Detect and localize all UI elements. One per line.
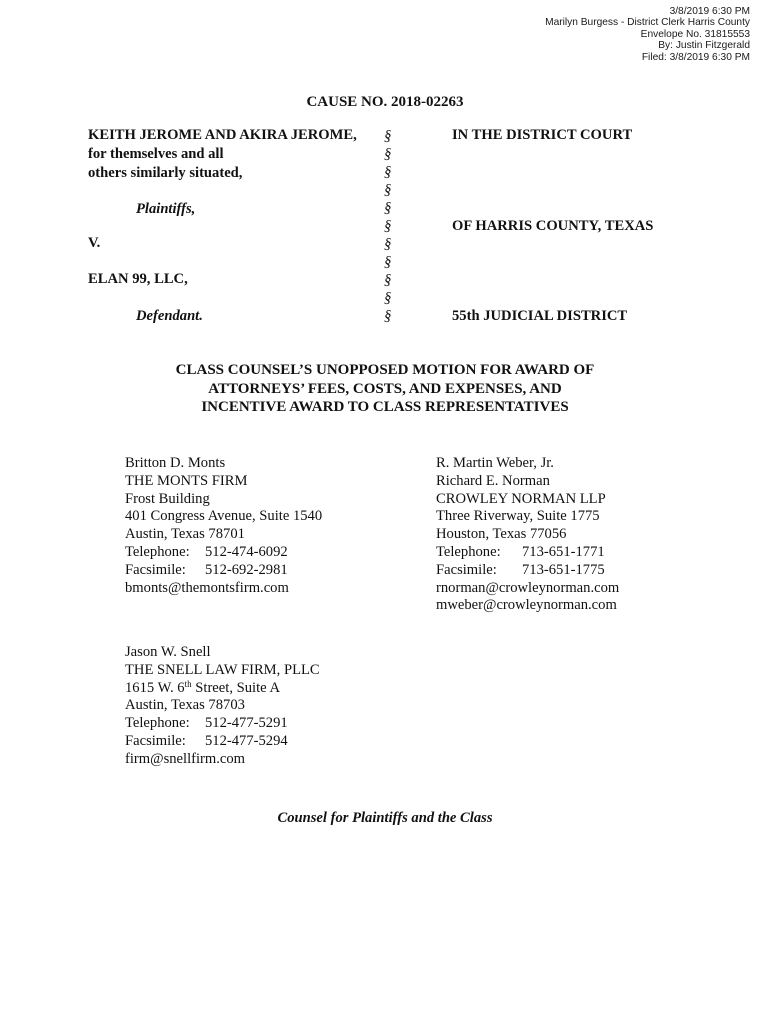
section-symbol: § (384, 128, 392, 144)
telephone-number: 512-474-6092 (205, 543, 288, 560)
counsel-block-monts (125, 455, 322, 597)
telephone-label: Telephone: (436, 543, 501, 560)
efiling-stamp (350, 6, 750, 63)
section-symbol: § (384, 254, 392, 270)
facsimile-line (125, 733, 320, 751)
counsel-block-snell (125, 644, 320, 769)
versus: V. (88, 235, 101, 251)
section-symbol: § (384, 290, 392, 306)
facsimile-label: Facsimile: (125, 732, 186, 749)
facsimile-label: Facsimile: (436, 561, 497, 578)
section-symbol: § (384, 218, 392, 234)
motion-title-line-1: CLASS COUNSEL’S UNOPPOSED MOTION FOR AWARD OF (175, 362, 595, 378)
facsimile-line (436, 562, 619, 580)
city-state-zip: Austin, Texas 78703 (125, 697, 245, 714)
motion-title (0, 361, 770, 417)
section-symbol: § (384, 146, 392, 162)
stamp-date-time: 3/8/2019 6:30 PM (669, 6, 750, 17)
defendant-name: ELAN 99, LLC, (88, 271, 188, 287)
stamp-clerk: Marilyn Burgess - District Clerk Harris County (545, 17, 750, 29)
facsimile-line (125, 562, 322, 580)
stamp-envelope: Envelope No. 31815553 (640, 28, 750, 40)
street-address: Three Riverway, Suite 1775 (436, 508, 600, 525)
plaintiffs-line-1: KEITH JEROME AND AKIRA JEROME, (88, 127, 357, 143)
section-symbol: § (384, 236, 392, 252)
telephone-line (125, 544, 322, 562)
cause-number: CAUSE NO. 2018-02263 (306, 94, 464, 110)
section-symbol: § (384, 272, 392, 288)
city-state-zip: Houston, Texas 77056 (436, 526, 567, 543)
street-address (125, 680, 320, 698)
telephone-number: 512-477-5291 (205, 715, 288, 732)
facsimile-number: 713-651-1775 (522, 561, 605, 578)
plaintiffs-label: Plaintiffs, (136, 201, 196, 217)
plaintiffs-line-3: others similarly situated, (88, 165, 243, 181)
attorney-name: Jason W. Snell (125, 644, 211, 660)
city-state-zip: Austin, Texas 78701 (125, 526, 245, 543)
counsel-block-crowley-norman (436, 455, 619, 615)
stamp-by: By: Justin Fitzgerald (658, 40, 750, 52)
telephone-number: 713-651-1771 (522, 543, 605, 560)
facsimile-number: 512-692-2981 (205, 561, 288, 578)
email-address: firm@snellfirm.com (125, 750, 246, 767)
building-name: Frost Building (125, 490, 210, 507)
facsimile-label: Facsimile: (125, 561, 186, 578)
plaintiffs-line-2: for themselves and all (88, 146, 224, 162)
attorney-name: Richard E. Norman (436, 472, 550, 489)
ordinal-suffix: th (184, 678, 192, 689)
firm-name: CROWLEY NORMAN LLP (436, 490, 606, 507)
section-symbol: § (384, 164, 392, 180)
telephone-label: Telephone: (125, 715, 190, 732)
court-line-3: 55th JUDICIAL DISTRICT (452, 308, 628, 324)
facsimile-number: 512-477-5294 (205, 732, 288, 749)
motion-title-line-3: INCENTIVE AWARD TO CLASS REPRESENTATIVES (201, 399, 569, 415)
section-symbol: § (384, 308, 392, 324)
email-address: bmonts@themontsfirm.com (125, 579, 289, 596)
motion-title-line-2: ATTORNEYS’ FEES, COSTS, AND EXPENSES, AND (208, 380, 562, 397)
court-line-2: OF HARRIS COUNTY, TEXAS (452, 218, 654, 234)
counsel-for-line: Counsel for Plaintiffs and the Class (277, 810, 493, 826)
telephone-line (436, 544, 619, 562)
court-line-1: IN THE DISTRICT COURT (452, 127, 633, 143)
telephone-line (125, 715, 320, 733)
stamp-filed: Filed: 3/8/2019 6:30 PM (641, 51, 750, 63)
email-address: mweber@crowleynorman.com (436, 597, 617, 614)
section-symbol: § (384, 200, 392, 216)
street-number: 1615 W. 6 (125, 679, 185, 696)
section-symbol: § (384, 182, 392, 198)
street-rest: Street, Suite A (191, 679, 280, 696)
attorney-name: Britton D. Monts (125, 455, 226, 471)
firm-name: THE MONTS FIRM (125, 472, 248, 489)
defendant-label: Defendant. (136, 308, 203, 324)
firm-name: THE SNELL LAW FIRM, PLLC (125, 661, 320, 678)
attorney-name: R. Martin Weber, Jr. (436, 455, 554, 471)
street-address: 401 Congress Avenue, Suite 1540 (125, 508, 323, 525)
telephone-label: Telephone: (125, 543, 190, 560)
email-address: rnorman@crowleynorman.com (436, 579, 620, 596)
